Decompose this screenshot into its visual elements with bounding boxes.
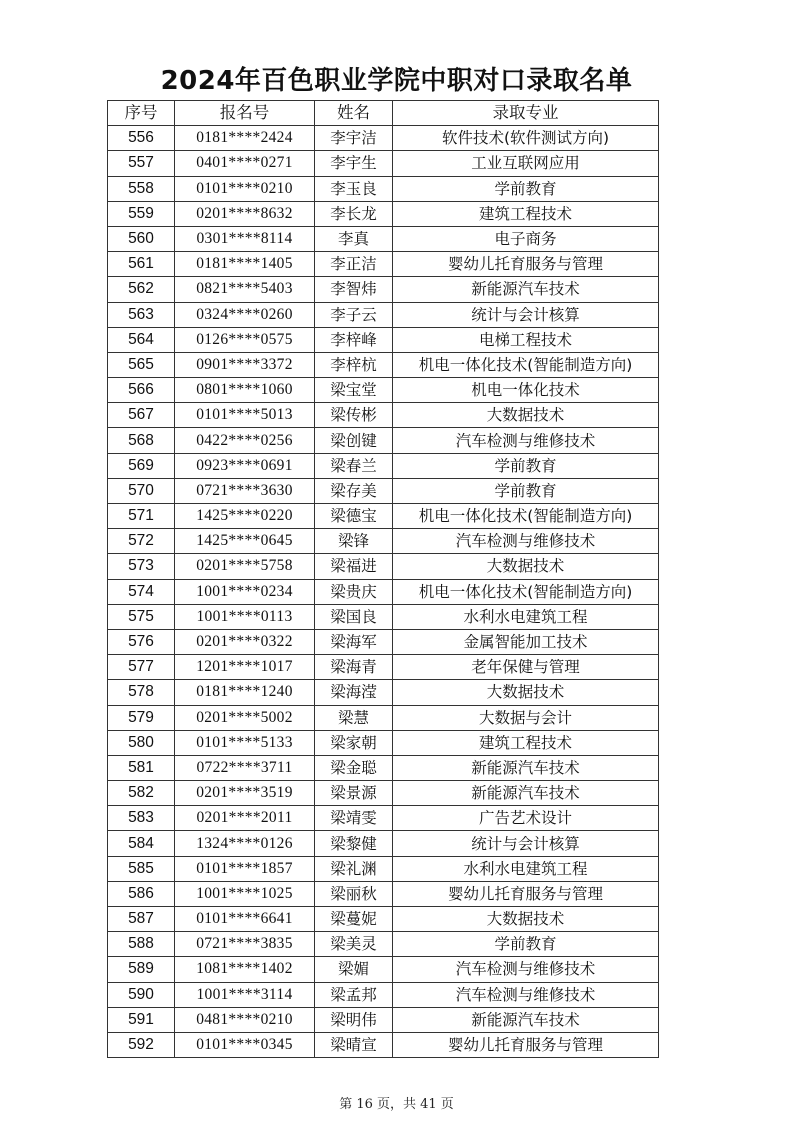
seq-cell: 583 <box>108 806 175 831</box>
table-row <box>108 504 659 529</box>
reg-cell: 0201****2011 <box>175 806 315 831</box>
table-row <box>108 982 659 1007</box>
major-cell: 新能源汽车技术 <box>393 1007 659 1032</box>
major-cell: 汽车检测与维修技术 <box>393 529 659 554</box>
major-cell: 学前教育 <box>393 932 659 957</box>
name-cell: 梁德宝 <box>315 504 393 529</box>
major-cell: 汽车检测与维修技术 <box>393 982 659 1007</box>
name-cell: 梁家朝 <box>315 730 393 755</box>
name-cell: 李梓峰 <box>315 327 393 352</box>
name-cell: 梁福进 <box>315 554 393 579</box>
major-cell: 婴幼儿托育服务与管理 <box>393 1032 659 1057</box>
reg-cell: 0722****3711 <box>175 755 315 780</box>
seq-cell: 579 <box>108 705 175 730</box>
table-row <box>108 932 659 957</box>
seq-cell: 566 <box>108 378 175 403</box>
major-cell: 新能源汽车技术 <box>393 781 659 806</box>
seq-cell: 584 <box>108 831 175 856</box>
name-cell: 李宇洁 <box>315 126 393 151</box>
table-row <box>108 781 659 806</box>
major-cell: 婴幼儿托育服务与管理 <box>393 881 659 906</box>
name-cell: 梁传彬 <box>315 403 393 428</box>
table-row <box>108 831 659 856</box>
name-cell: 梁孟邦 <box>315 982 393 1007</box>
reg-cell: 1425****0220 <box>175 504 315 529</box>
table-row <box>108 705 659 730</box>
table-row <box>108 176 659 201</box>
name-cell: 梁媚 <box>315 957 393 982</box>
name-cell: 梁蔓妮 <box>315 907 393 932</box>
reg-cell: 1001****0113 <box>175 604 315 629</box>
major-cell: 新能源汽车技术 <box>393 277 659 302</box>
seq-cell: 564 <box>108 327 175 352</box>
table-row <box>108 226 659 251</box>
major-cell: 婴幼儿托育服务与管理 <box>393 252 659 277</box>
major-cell: 统计与会计核算 <box>393 302 659 327</box>
major-cell: 学前教育 <box>393 176 659 201</box>
reg-cell: 0721****3835 <box>175 932 315 957</box>
header-major: 录取专业 <box>393 101 659 126</box>
major-cell: 新能源汽车技术 <box>393 755 659 780</box>
major-cell: 汽车检测与维修技术 <box>393 428 659 453</box>
name-cell: 梁创键 <box>315 428 393 453</box>
seq-cell: 570 <box>108 478 175 503</box>
table-row <box>108 1032 659 1057</box>
table-row <box>108 579 659 604</box>
seq-cell: 577 <box>108 655 175 680</box>
seq-cell: 589 <box>108 957 175 982</box>
seq-cell: 586 <box>108 881 175 906</box>
seq-cell: 578 <box>108 680 175 705</box>
major-cell: 机电一体化技术(智能制造方向) <box>393 579 659 604</box>
name-cell: 李正洁 <box>315 252 393 277</box>
reg-cell: 1001****1025 <box>175 881 315 906</box>
name-cell: 梁礼渊 <box>315 856 393 881</box>
seq-cell: 585 <box>108 856 175 881</box>
reg-cell: 0401****0271 <box>175 151 315 176</box>
major-cell: 大数据技术 <box>393 403 659 428</box>
table-row <box>108 755 659 780</box>
major-cell: 金属智能加工技术 <box>393 629 659 654</box>
seq-cell: 559 <box>108 201 175 226</box>
table-row <box>108 327 659 352</box>
major-cell: 建筑工程技术 <box>393 730 659 755</box>
table-row <box>108 403 659 428</box>
seq-cell: 591 <box>108 1007 175 1032</box>
seq-cell: 565 <box>108 352 175 377</box>
seq-cell: 560 <box>108 226 175 251</box>
reg-cell: 1081****1402 <box>175 957 315 982</box>
seq-cell: 556 <box>108 126 175 151</box>
name-cell: 李长龙 <box>315 201 393 226</box>
reg-cell: 0181****1405 <box>175 252 315 277</box>
seq-cell: 587 <box>108 907 175 932</box>
table-row <box>108 277 659 302</box>
name-cell: 梁贵庆 <box>315 579 393 604</box>
seq-cell: 572 <box>108 529 175 554</box>
reg-cell: 0181****1240 <box>175 680 315 705</box>
name-cell: 梁海青 <box>315 655 393 680</box>
name-cell: 李梓杭 <box>315 352 393 377</box>
name-cell: 梁慧 <box>315 705 393 730</box>
name-cell: 李智炜 <box>315 277 393 302</box>
table-row <box>108 554 659 579</box>
header-reg: 报名号 <box>175 101 315 126</box>
seq-cell: 576 <box>108 629 175 654</box>
reg-cell: 0201****3519 <box>175 781 315 806</box>
reg-cell: 0101****0210 <box>175 176 315 201</box>
name-cell: 梁海军 <box>315 629 393 654</box>
name-cell: 梁丽秋 <box>315 881 393 906</box>
name-cell: 梁春兰 <box>315 453 393 478</box>
seq-cell: 557 <box>108 151 175 176</box>
reg-cell: 0201****5758 <box>175 554 315 579</box>
seq-cell: 580 <box>108 730 175 755</box>
reg-cell: 1001****0234 <box>175 579 315 604</box>
seq-cell: 558 <box>108 176 175 201</box>
header-name: 姓名 <box>315 101 393 126</box>
table-row <box>108 428 659 453</box>
table-row <box>108 478 659 503</box>
reg-cell: 0201****5002 <box>175 705 315 730</box>
reg-cell: 0481****0210 <box>175 1007 315 1032</box>
seq-cell: 563 <box>108 302 175 327</box>
seq-cell: 592 <box>108 1032 175 1057</box>
reg-cell: 0181****2424 <box>175 126 315 151</box>
reg-cell: 0201****8632 <box>175 201 315 226</box>
reg-cell: 0801****1060 <box>175 378 315 403</box>
table-row <box>108 529 659 554</box>
table-row <box>108 1007 659 1032</box>
table-row <box>108 252 659 277</box>
table-row <box>108 604 659 629</box>
major-cell: 广告艺术设计 <box>393 806 659 831</box>
table-row <box>108 957 659 982</box>
page-number: 第 16 页，共 41 页 <box>339 1097 454 1112</box>
header-seq: 序号 <box>108 101 175 126</box>
table-row <box>108 378 659 403</box>
reg-cell: 0923****0691 <box>175 453 315 478</box>
reg-cell: 0901****3372 <box>175 352 315 377</box>
major-cell: 汽车检测与维修技术 <box>393 957 659 982</box>
name-cell: 梁景源 <box>315 781 393 806</box>
table-row <box>108 453 659 478</box>
table-row <box>108 730 659 755</box>
table-row <box>108 629 659 654</box>
name-cell: 梁锋 <box>315 529 393 554</box>
major-cell: 软件技术(软件测试方向) <box>393 126 659 151</box>
major-cell: 电梯工程技术 <box>393 327 659 352</box>
seq-cell: 562 <box>108 277 175 302</box>
reg-cell: 0101****1857 <box>175 856 315 881</box>
name-cell: 李玉良 <box>315 176 393 201</box>
major-cell: 水利水电建筑工程 <box>393 856 659 881</box>
seq-cell: 590 <box>108 982 175 1007</box>
name-cell: 梁金聪 <box>315 755 393 780</box>
table-body <box>108 126 659 1058</box>
major-cell: 统计与会计核算 <box>393 831 659 856</box>
seq-cell: 574 <box>108 579 175 604</box>
major-cell: 大数据技术 <box>393 907 659 932</box>
table-row <box>108 126 659 151</box>
major-cell: 学前教育 <box>393 453 659 478</box>
name-cell: 李真 <box>315 226 393 251</box>
name-cell: 梁黎健 <box>315 831 393 856</box>
name-cell: 李宇生 <box>315 151 393 176</box>
reg-cell: 0101****5133 <box>175 730 315 755</box>
table-row <box>108 352 659 377</box>
reg-cell: 0721****3630 <box>175 478 315 503</box>
seq-cell: 582 <box>108 781 175 806</box>
table-header-row <box>108 101 659 126</box>
reg-cell: 1425****0645 <box>175 529 315 554</box>
reg-cell: 1001****3114 <box>175 982 315 1007</box>
name-cell: 梁美灵 <box>315 932 393 957</box>
major-cell: 机电一体化技术 <box>393 378 659 403</box>
reg-cell: 1201****1017 <box>175 655 315 680</box>
name-cell: 梁国良 <box>315 604 393 629</box>
reg-cell: 0821****5403 <box>175 277 315 302</box>
major-cell: 大数据技术 <box>393 554 659 579</box>
name-cell: 梁晴宣 <box>315 1032 393 1057</box>
seq-cell: 573 <box>108 554 175 579</box>
major-cell: 机电一体化技术(智能制造方向) <box>393 504 659 529</box>
major-cell: 建筑工程技术 <box>393 201 659 226</box>
name-cell: 梁明伟 <box>315 1007 393 1032</box>
table-row <box>108 655 659 680</box>
name-cell: 梁存美 <box>315 478 393 503</box>
name-cell: 李子云 <box>315 302 393 327</box>
major-cell: 大数据技术 <box>393 680 659 705</box>
reg-cell: 0126****0575 <box>175 327 315 352</box>
reg-cell: 0201****0322 <box>175 629 315 654</box>
reg-cell: 0101****5013 <box>175 403 315 428</box>
table-row <box>108 907 659 932</box>
major-cell: 学前教育 <box>393 478 659 503</box>
table-row <box>108 856 659 881</box>
seq-cell: 581 <box>108 755 175 780</box>
seq-cell: 575 <box>108 604 175 629</box>
table-row <box>108 151 659 176</box>
name-cell: 梁宝堂 <box>315 378 393 403</box>
seq-cell: 588 <box>108 932 175 957</box>
table-row <box>108 201 659 226</box>
reg-cell: 0324****0260 <box>175 302 315 327</box>
table-row <box>108 302 659 327</box>
table-row <box>108 680 659 705</box>
reg-cell: 0301****8114 <box>175 226 315 251</box>
reg-cell: 0101****6641 <box>175 907 315 932</box>
name-cell: 梁靖雯 <box>315 806 393 831</box>
name-cell: 梁海滢 <box>315 680 393 705</box>
major-cell: 水利水电建筑工程 <box>393 604 659 629</box>
table-row <box>108 881 659 906</box>
major-cell: 电子商务 <box>393 226 659 251</box>
major-cell: 工业互联网应用 <box>393 151 659 176</box>
table-row <box>108 806 659 831</box>
seq-cell: 561 <box>108 252 175 277</box>
major-cell: 机电一体化技术(智能制造方向) <box>393 352 659 377</box>
reg-cell: 1324****0126 <box>175 831 315 856</box>
seq-cell: 567 <box>108 403 175 428</box>
reg-cell: 0101****0345 <box>175 1032 315 1057</box>
seq-cell: 571 <box>108 504 175 529</box>
admission-table <box>107 100 659 1058</box>
seq-cell: 569 <box>108 453 175 478</box>
major-cell: 老年保健与管理 <box>393 655 659 680</box>
seq-cell: 568 <box>108 428 175 453</box>
reg-cell: 0422****0256 <box>175 428 315 453</box>
major-cell: 大数据与会计 <box>393 705 659 730</box>
page-title: 2024年百色职业学院中职对口录取名单 <box>160 66 633 96</box>
